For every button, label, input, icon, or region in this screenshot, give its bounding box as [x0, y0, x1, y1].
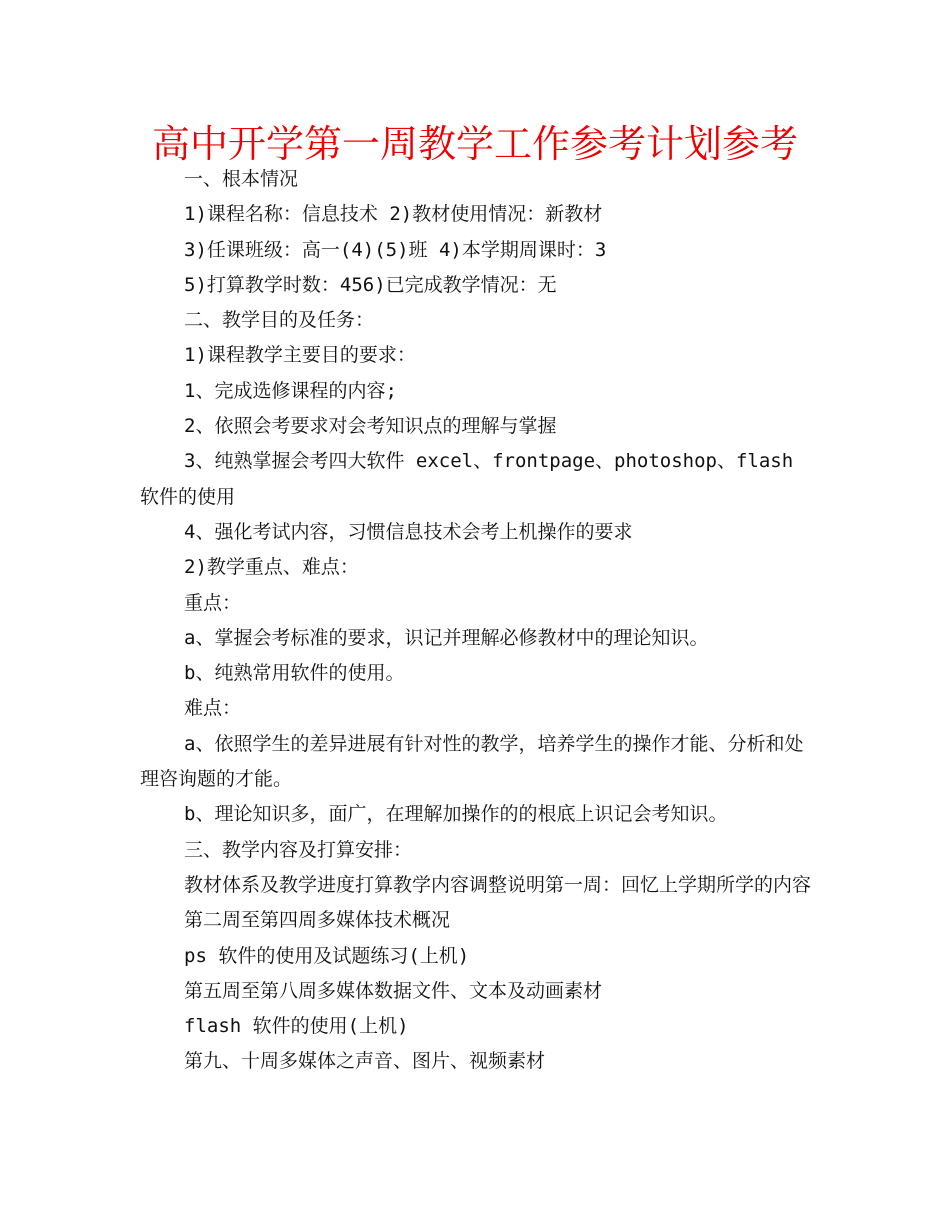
paragraph: 第九、十周多媒体之声音、图片、视频素材 [184, 1050, 546, 1073]
paragraph: 1)课程名称：信息技术 2)教材使用情况：新教材 [184, 203, 603, 226]
paragraph: 第二周至第四周多媒体技术概况 [184, 909, 451, 932]
paragraph: 2、依照会考要求对会考知识点的理解与掌握 [184, 415, 557, 438]
paragraph: 二、教学目的及任务： [184, 309, 375, 332]
paragraph: 4、强化考试内容，习惯信息技术会考上机操作的要求 [184, 520, 633, 543]
paragraph: 5)打算教学时数：456)已完成教学情况：无 [184, 273, 557, 296]
paragraph: 教材体系及教学进度打算教学内容调整说明第一周：回忆上学期所学的内容 [184, 873, 812, 896]
paragraph: 1)课程教学主要目的要求： [184, 344, 416, 367]
paragraph: ps 软件的使用及试题练习(上机) [184, 944, 470, 967]
paragraph: 重点： [184, 591, 242, 614]
paragraph: 3)任课班级：高一(4)(5)班 4)本学期周课时：3 [184, 238, 607, 261]
paragraph: b、纯熟常用软件的使用。 [184, 662, 405, 685]
paragraph: flash 软件的使用(上机) [184, 1015, 409, 1038]
paragraph: 三、教学内容及打算安排： [184, 838, 413, 861]
paragraph: 2)教学重点、难点： [184, 556, 359, 579]
paragraph: 一、根本情况 [184, 168, 299, 190]
paragraph: 1、完成选修课程的内容; [184, 379, 397, 402]
paragraph: 第五周至第八周多媒体数据文件、文本及动画素材 [184, 979, 603, 1002]
paragraph: 3、纯熟掌握会考四大软件 excel、frontpage、photoshop、flash 软件的使用 [140, 450, 794, 508]
paragraph: b、理论知识多，面广，在理解加操作的的根底上识记会考知识。 [184, 803, 728, 826]
document-title: 高中开学第一周教学工作参考计划参考 [151, 122, 798, 166]
paragraph: 难点： [184, 697, 242, 720]
document-body [140, 162, 812, 1080]
paragraph: a、掌握会考标准的要求，识记并理解必修教材中的理论知识。 [184, 626, 709, 649]
paragraph: a、依照学生的差异进展有针对性的教学，培养学生的操作才能、分析和处理咨询题的才能。 [140, 732, 804, 791]
